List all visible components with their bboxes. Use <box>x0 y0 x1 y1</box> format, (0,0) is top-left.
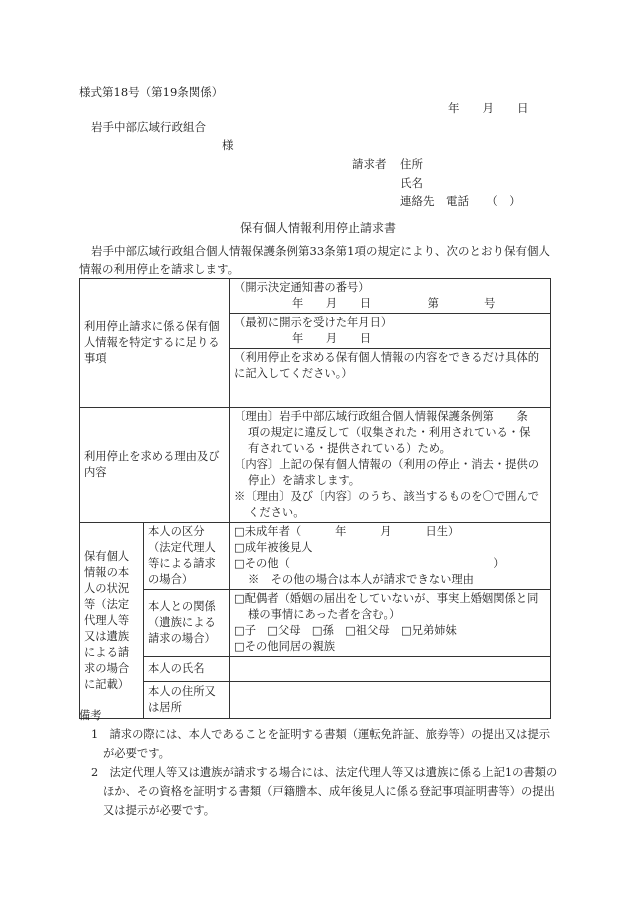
relative-checkboxes[interactable]: □子 □父母 □孫 □祖父母 □兄弟姉妹 <box>234 624 457 637</box>
note-line-1: ※〔理由〕及び〔内容〕のうち、該当するものを〇で囲んで <box>234 490 540 503</box>
spouse-checkbox[interactable]: □配偶者（婚姻の届出をしていないが、事実上婚姻関係と同 <box>234 592 539 605</box>
reason-line-1: 〔理由〕岩手中部広域行政組合個人情報保護条例第 条 <box>234 410 528 423</box>
person-category-field[interactable] <box>230 523 551 590</box>
first-disclosure-caption: （最初に開示を受けた年月日） <box>234 316 393 329</box>
requester-address: 住所 <box>400 157 423 171</box>
date-line: 年 月 日 <box>448 101 529 115</box>
recipient: 岩手中部広域行政組合 <box>91 120 206 134</box>
row3-label: 保有個人情報の本人の状況等（法定代理人等又は遺族による請求の場合に記載） <box>80 523 144 719</box>
note-1: 1 請求の際には、本人であることを証明する書類（運転免許証、旅券等）の提出又は提示が必要です。 <box>91 728 551 760</box>
other-reason-note: ※ その他の場合は本人が請求できない理由 <box>248 573 474 586</box>
relationship-field[interactable] <box>230 590 551 657</box>
request-form-table <box>79 278 551 719</box>
requester-label: 請求者 <box>352 157 387 171</box>
note-2: 2 法定代理人等又は遺族が請求する場合には、法定代理人等又は遺族に係る上記1の書類のほか、その資格を証明する書類（戸籍謄本、成年後見人に係る登記事項証明書等）の提出又は提示が必要です。 <box>91 766 558 817</box>
person-category-label: 本人の区分（法定代理人等による請求の場合） <box>144 523 230 590</box>
row2-label: 利用停止を求める理由及び内容 <box>80 408 230 523</box>
other-checkbox[interactable]: □その他（ ） <box>234 557 505 570</box>
spouse-note: 様の事情にあった者を含む。） <box>248 608 401 621</box>
person-name-input[interactable] <box>230 657 551 682</box>
info-content-field[interactable] <box>230 349 551 408</box>
other-relative-checkbox[interactable]: □その他同居の親族 <box>234 640 336 653</box>
reason-content-field[interactable] <box>230 408 551 523</box>
form-number: 様式第18号（第19条関係） <box>79 85 224 99</box>
reason-line-3: 有されている・提供されている）ため。 <box>248 442 451 455</box>
document-title: 保有個人情報利用停止請求書 <box>240 221 397 235</box>
adult-ward-checkbox[interactable]: □成年被後見人 <box>234 541 313 554</box>
person-address-label: 本人の住所又は居所 <box>144 682 230 719</box>
relationship-label: 本人との関係（遺族による請求の場合） <box>144 590 230 657</box>
first-disclosure-date-field[interactable] <box>230 314 551 349</box>
info-content-caption-2: に記入してください。） <box>234 367 353 380</box>
disclosure-notice-date: 年 月 日 第 号 <box>292 297 496 310</box>
note-line-2: ください。 <box>248 506 305 519</box>
intro-line-2: 情報の利用停止を請求します。 <box>79 262 240 276</box>
content-line-2: 停止）を請求します。 <box>248 474 361 487</box>
sama: 様 <box>222 138 234 152</box>
intro-line-1: 岩手中部広域行政組合個人情報保護条例第33条第1項の規定により、次のとおり保有個人 <box>91 244 550 258</box>
disclosure-notice-caption: （開示決定通知書の番号） <box>234 281 370 294</box>
disclosure-notice-number-field[interactable] <box>230 279 551 314</box>
notes-heading: 備考 <box>79 709 102 722</box>
info-content-caption-1: （利用停止を求める保有個人情報の内容をできるだけ具体的 <box>234 351 540 364</box>
row1-label: 利用停止請求に係る保有個人情報を特定するに足りる事項 <box>80 279 230 408</box>
content-line-1: 〔内容〕上記の保有個人情報の（利用の停止・消去・提供の <box>234 458 540 471</box>
first-disclosure-date: 年 月 日 <box>292 332 372 345</box>
reason-line-2: 項の規定に違反して（収集された・利用されている・保 <box>248 426 531 439</box>
notes-section <box>79 706 559 820</box>
requester-name: 氏名 <box>400 176 423 190</box>
minor-checkbox[interactable]: □未成年者（ 年 月 日生） <box>234 525 460 538</box>
requester-contact: 連絡先 電話 （ ） <box>400 194 521 208</box>
person-name-label: 本人の氏名 <box>144 657 230 682</box>
